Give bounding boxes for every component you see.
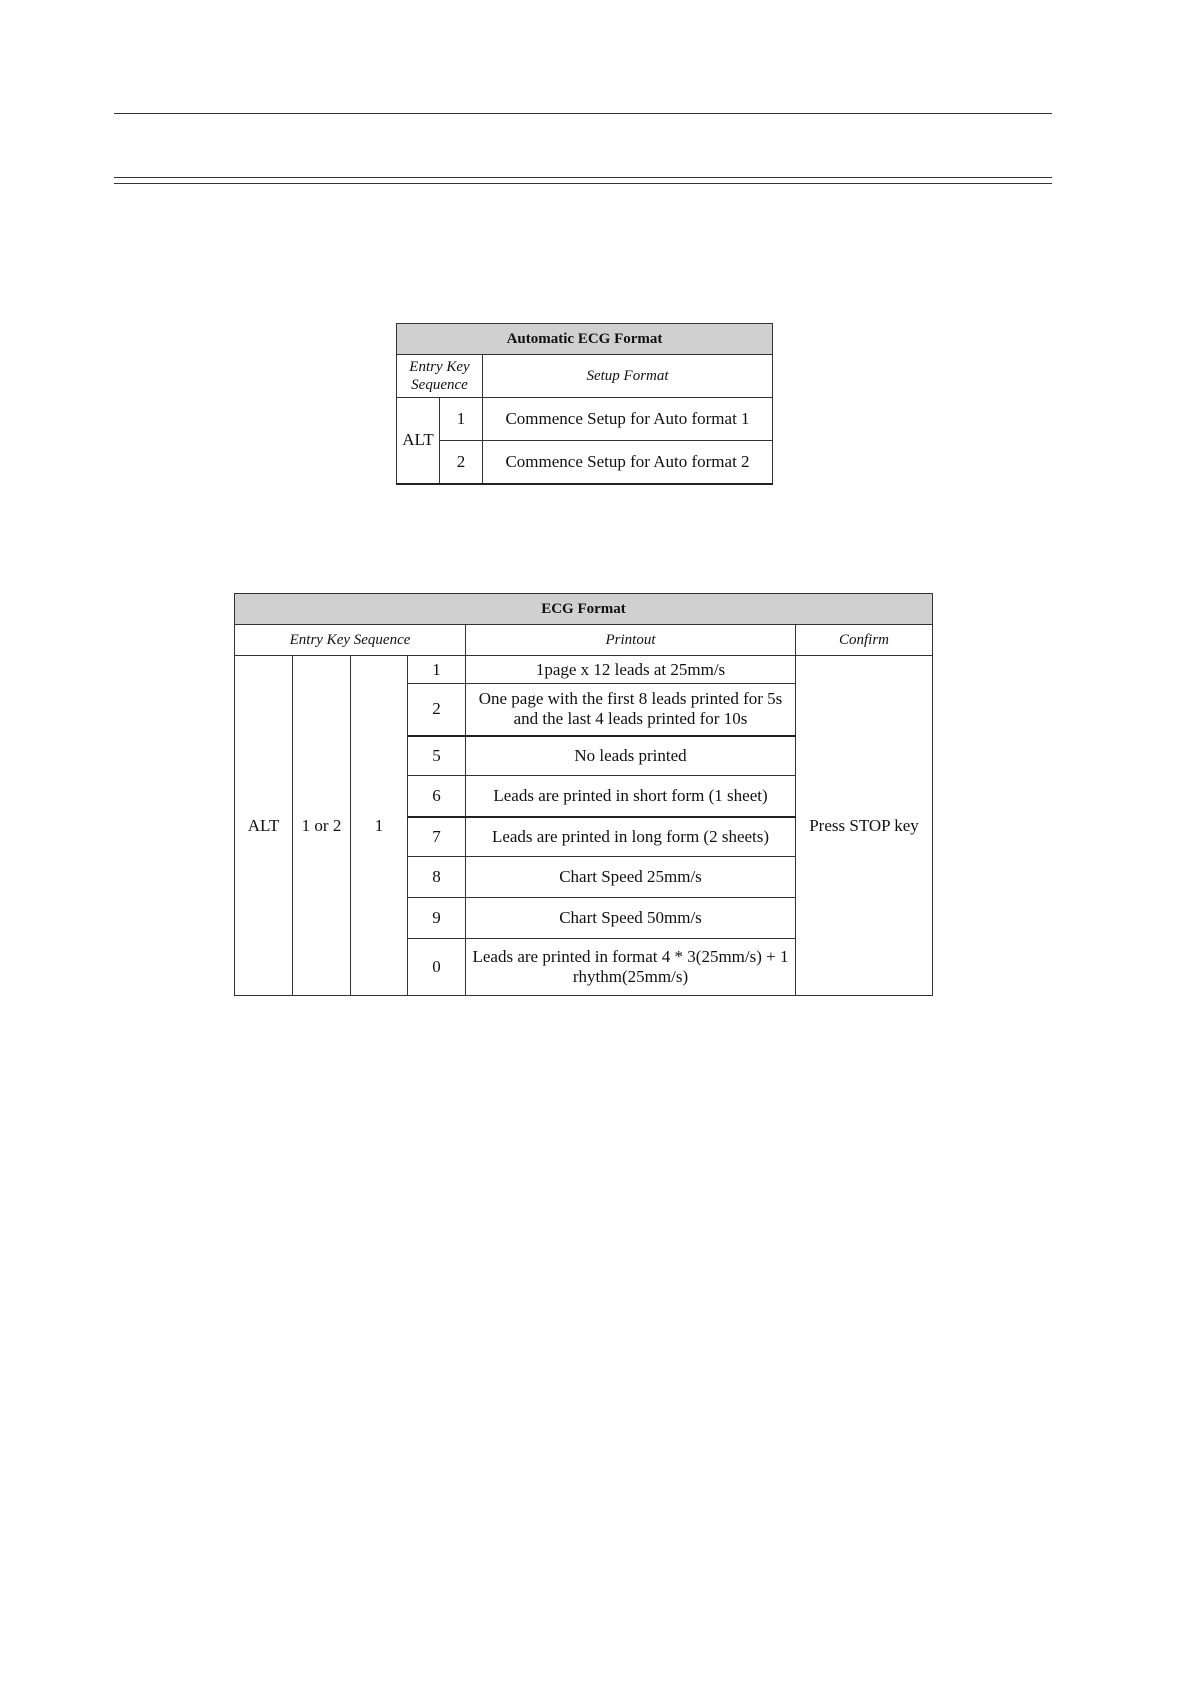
key-cell: 1 (408, 656, 466, 684)
table-row (235, 656, 933, 684)
key-cell: 2 (408, 684, 466, 736)
setup-format-cell: Commence Setup for Auto format 1 (483, 398, 773, 441)
key-cell: 5 (408, 736, 466, 776)
key-cell: 0 (408, 939, 466, 996)
key-cell: 6 (408, 776, 466, 817)
table-title: Automatic ECG Format (397, 324, 773, 355)
key-cell: 7 (408, 817, 466, 857)
sequence-one-cell: 1 (351, 656, 408, 996)
column-header-entry-key-sequence: Entry Key Sequence (235, 625, 466, 656)
ecg-format-table (234, 593, 933, 996)
sequence-format-number-cell: 1 or 2 (293, 656, 351, 996)
printout-cell: Leads are printed in format 4 * 3(25mm/s) + 1 rhythm(25mm/s) (466, 939, 796, 996)
key-cell: 8 (408, 857, 466, 898)
printout-cell: 1page x 12 leads at 25mm/s (466, 656, 796, 684)
column-header-printout: Printout (466, 625, 796, 656)
table-title: ECG Format (235, 594, 933, 625)
double-rule-lower (114, 183, 1052, 184)
key-cell: 1 (440, 398, 483, 441)
table-row (397, 398, 773, 441)
double-rule-upper (114, 177, 1052, 178)
printout-cell: Leads are printed in long form (2 sheets) (466, 817, 796, 857)
column-header-setup-format: Setup Format (483, 355, 773, 398)
printout-cell: Chart Speed 25mm/s (466, 857, 796, 898)
table-row (397, 441, 773, 484)
column-header-entry-key-sequence: Entry Key Sequence (397, 355, 483, 398)
sequence-alt-cell: ALT (235, 656, 293, 996)
setup-format-cell: Commence Setup for Auto format 2 (483, 441, 773, 484)
printout-cell: Leads are printed in short form (1 sheet) (466, 776, 796, 817)
automatic-ecg-format-table (396, 323, 773, 485)
printout-cell: Chart Speed 50mm/s (466, 898, 796, 939)
alt-key-cell: ALT (397, 398, 440, 484)
column-header-confirm: Confirm (796, 625, 933, 656)
key-cell: 2 (440, 441, 483, 484)
confirm-cell: Press STOP key (796, 656, 933, 996)
header-rule (114, 113, 1052, 114)
printout-cell: No leads printed (466, 736, 796, 776)
printout-cell: One page with the first 8 leads printed for 5s and the last 4 leads printed for 10s (466, 684, 796, 736)
key-cell: 9 (408, 898, 466, 939)
